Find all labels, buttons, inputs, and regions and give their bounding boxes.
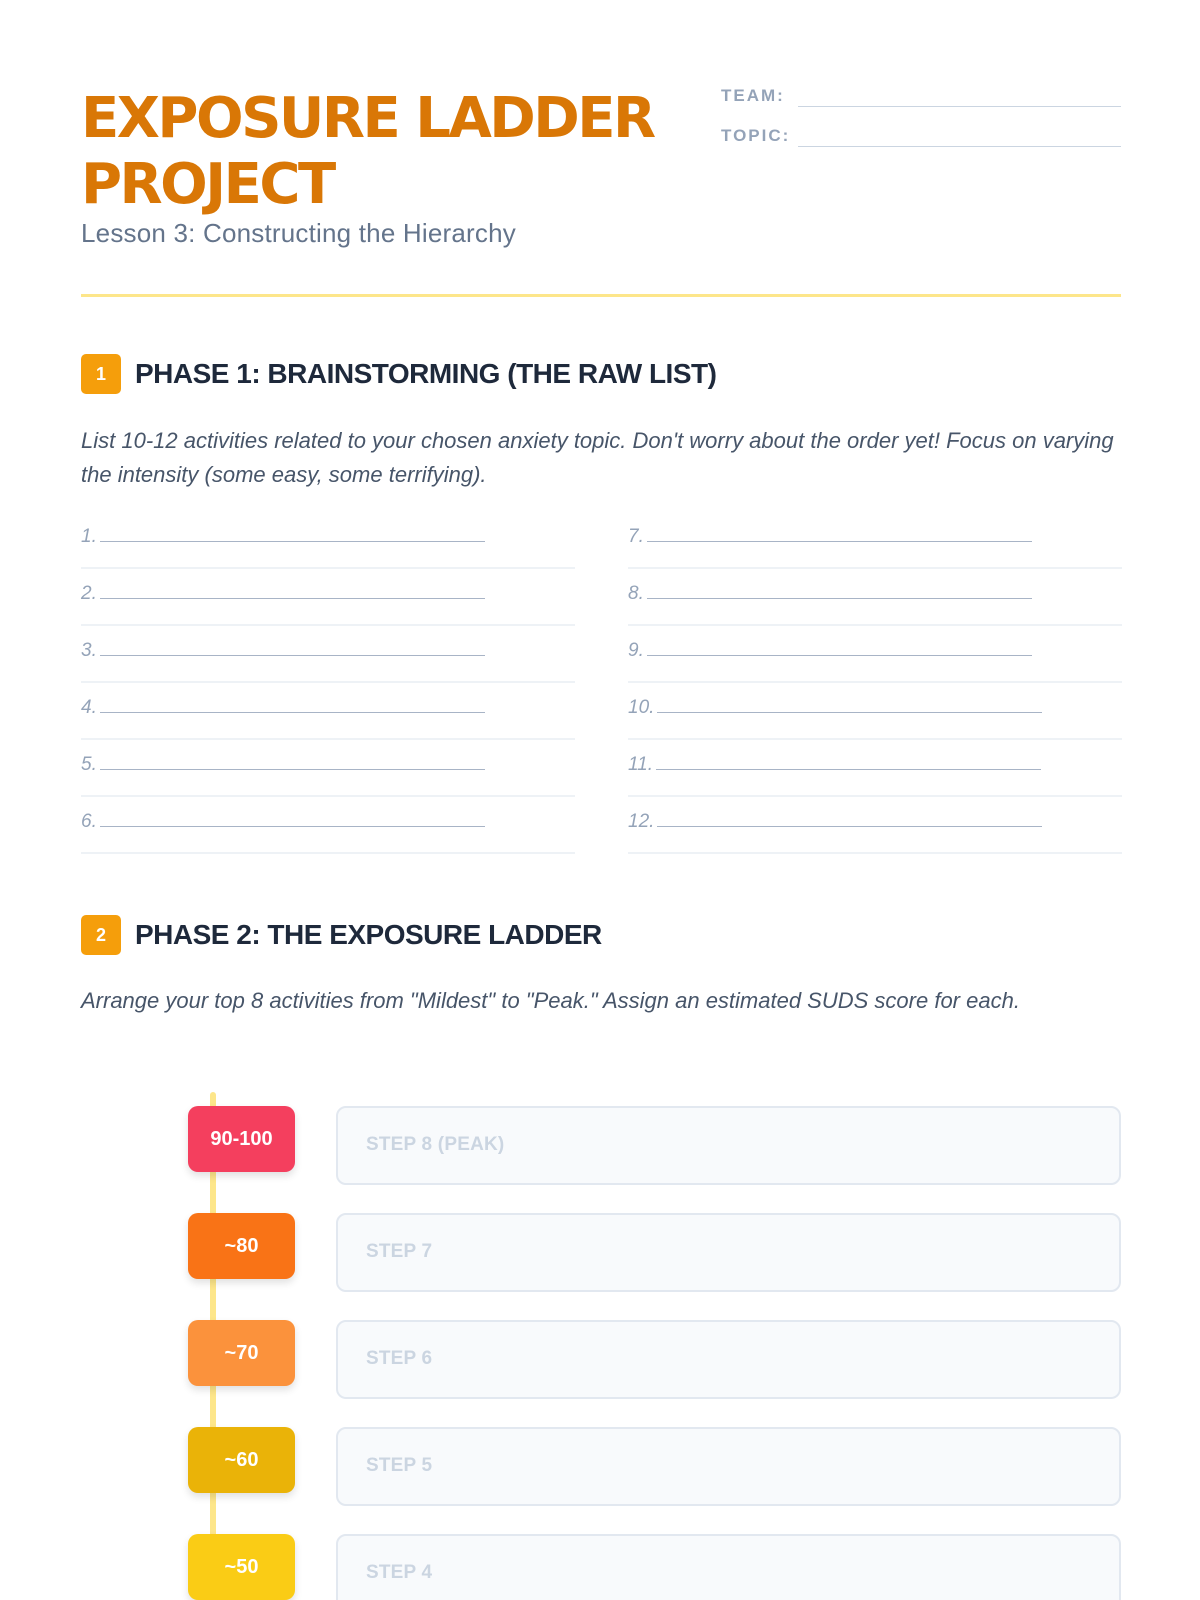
raw-list-blank[interactable] xyxy=(100,585,485,599)
raw-list-item[interactable] xyxy=(81,683,575,740)
suds-badge: ~80 xyxy=(188,1213,295,1279)
raw-list-number: 5. xyxy=(81,754,97,775)
topic-field[interactable] xyxy=(721,126,1121,166)
raw-list-blank[interactable] xyxy=(100,813,485,827)
raw-list-number: 4. xyxy=(81,697,97,718)
raw-list-item[interactable] xyxy=(628,512,1122,569)
step-placeholder: STEP 5 xyxy=(366,1455,433,1476)
phase1-instructions: List 10-12 activities related to your chosen anxiety topic. Don't worry about the order yet! Focus on varying the intensity (some easy, some terrifying). xyxy=(81,428,1114,487)
phase2-instructions: Arrange your top 8 activities from "Mildest" to "Peak." Assign an estimated SUDS score for each. xyxy=(81,988,1020,1013)
raw-list-number: 10. xyxy=(628,697,655,718)
step-placeholder: STEP 8 (PEAK) xyxy=(366,1134,505,1155)
raw-list-blank[interactable] xyxy=(100,528,485,542)
raw-list-blank[interactable] xyxy=(647,528,1032,542)
ladder-rung xyxy=(81,1306,1121,1386)
raw-list-number: 8. xyxy=(628,583,644,604)
raw-list-blank[interactable] xyxy=(100,699,485,713)
raw-list-item[interactable] xyxy=(628,797,1122,854)
page-title: EXPOSURE LADDER PROJECT xyxy=(81,86,654,217)
topic-input-line[interactable] xyxy=(798,146,1121,147)
team-input-line[interactable] xyxy=(798,106,1121,107)
raw-list-item[interactable] xyxy=(628,683,1122,740)
raw-list-number: 7. xyxy=(628,526,644,547)
phase2-heading xyxy=(81,915,602,955)
ladder-rung xyxy=(81,1520,1121,1600)
raw-list-item[interactable] xyxy=(81,569,575,626)
meta-fields xyxy=(721,86,1121,166)
step-placeholder: STEP 4 xyxy=(366,1562,433,1583)
raw-list-blank[interactable] xyxy=(100,756,485,770)
phase1-heading xyxy=(81,354,716,394)
step-placeholder: STEP 6 xyxy=(366,1348,433,1369)
raw-list-item[interactable] xyxy=(628,740,1122,797)
raw-list-item[interactable] xyxy=(81,512,575,569)
raw-list-number: 2. xyxy=(81,583,97,604)
raw-list-number: 9. xyxy=(628,640,644,661)
phase2-title: PHASE 2: THE EXPOSURE LADDER xyxy=(135,919,602,950)
step-input-box[interactable] xyxy=(336,1106,1121,1185)
raw-list-number: 11. xyxy=(628,754,654,775)
raw-list-left-column xyxy=(81,512,575,854)
phase1-title: PHASE 1: BRAINSTORMING (THE RAW LIST) xyxy=(135,358,717,389)
raw-list-item[interactable] xyxy=(81,797,575,854)
ladder-rung xyxy=(81,1413,1121,1493)
raw-list-number: 12. xyxy=(628,811,655,832)
raw-list-item[interactable] xyxy=(81,626,575,683)
phase1-number-badge: 1 xyxy=(81,354,121,394)
step-input-box[interactable] xyxy=(336,1213,1121,1292)
raw-list-blank[interactable] xyxy=(656,756,1041,770)
header-divider xyxy=(81,294,1121,297)
raw-list-number: 1. xyxy=(81,526,97,547)
phase2-number-badge: 2 xyxy=(81,915,121,955)
team-label: TEAM: xyxy=(721,86,785,105)
exposure-ladder xyxy=(81,1092,1121,1600)
raw-list-blank[interactable] xyxy=(100,642,485,656)
raw-list-item[interactable] xyxy=(628,569,1122,626)
step-input-box[interactable] xyxy=(336,1534,1121,1600)
raw-list-item[interactable] xyxy=(628,626,1122,683)
raw-list-blank[interactable] xyxy=(657,699,1042,713)
suds-badge: 90-100 xyxy=(188,1106,295,1172)
suds-badge: ~50 xyxy=(188,1534,295,1600)
raw-list-item[interactable] xyxy=(81,740,575,797)
step-placeholder: STEP 7 xyxy=(366,1241,433,1262)
ladder-rung xyxy=(81,1092,1121,1172)
raw-list-blank[interactable] xyxy=(657,813,1042,827)
step-input-box[interactable] xyxy=(336,1320,1121,1399)
raw-list-blank[interactable] xyxy=(647,585,1032,599)
ladder-rung xyxy=(81,1199,1121,1279)
step-input-box[interactable] xyxy=(336,1427,1121,1506)
suds-badge: ~60 xyxy=(188,1427,295,1493)
raw-list-blank[interactable] xyxy=(647,642,1032,656)
raw-list-number: 6. xyxy=(81,811,97,832)
raw-list-number: 3. xyxy=(81,640,97,661)
page-subtitle: Lesson 3: Constructing the Hierarchy xyxy=(81,218,516,248)
suds-badge: ~70 xyxy=(188,1320,295,1386)
raw-list-right-column xyxy=(628,512,1122,854)
topic-label: TOPIC: xyxy=(721,126,791,145)
team-field[interactable] xyxy=(721,86,1121,126)
